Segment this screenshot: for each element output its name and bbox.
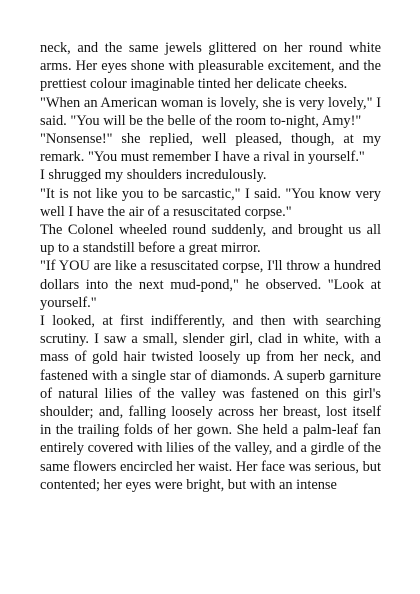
paragraph: I looked, at first indifferently, and then with searching scrutiny. I saw a small, slender girl, clad in white, with a mass of gold hair twisted loosely up from her neck, and fastened with a single star of diamonds. A superb garniture of natural lilies of the valley was fastened on this girl's shoulder; and, falling loosely across her breast, lost itself in the trailing folds of her gown. She held a palm-leaf fan entirely covered with lilies of the valley, and a girdle of the same flowers encircled her waist. Her face was serious, but contented; her eyes were bright, but with an intense <box>40 313 381 493</box>
document-page <box>40 39 381 494</box>
paragraph: neck, and the same jewels glittered on her round white arms. Her eyes shone with pleasurable excitement, and the prettiest colour imaginable tinted her delicate cheeks. <box>40 40 381 93</box>
paragraph: "If YOU are like a resuscitated corpse, I'll throw a hundred dollars into the next mud-pond," he observed. "Look at yourself." <box>40 258 381 311</box>
paragraph: I shrugged my shoulders incredulously. <box>40 167 267 184</box>
paragraph: "Nonsense!" she replied, well pleased, though, at my remark. "You must remember I have a rival in yourself." <box>40 131 381 166</box>
paragraph: The Colonel wheeled round suddenly, and brought us all up to a standstill before a great mirror. <box>40 222 381 257</box>
paragraph: "When an American woman is lovely, she is very lovely," I said. "You will be the belle of the room to-night, Amy!" <box>40 94 381 129</box>
paragraph: "It is not like you to be sarcastic," I said. "You know very well I have the air of a resuscitated corpse." <box>40 185 381 220</box>
